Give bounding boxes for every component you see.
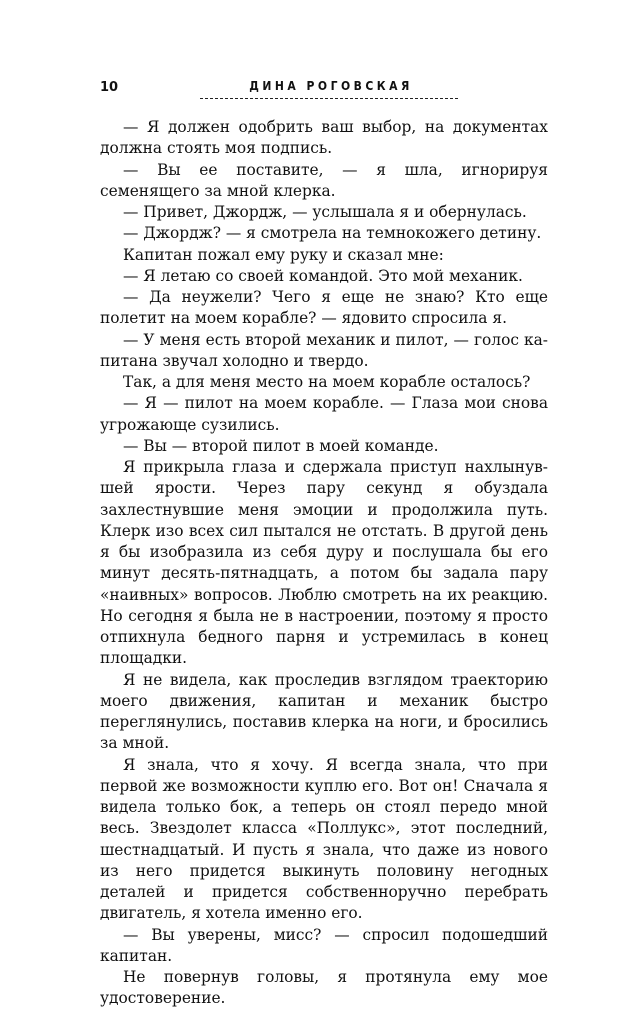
header-dashed-rule [200, 98, 458, 99]
paragraph: — Джордж? — я смотрела на темнокожего детину. [123, 224, 542, 243]
paragraph: Я не видела, как проследив взглядом траекторию моего движения, капитан и механик быстро переглянулись, поставив клерка на ноги, и бросились за мной. [100, 670, 548, 753]
page-number: 10 [100, 80, 119, 95]
paragraph: — У меня есть второй механик и пилот, — голос капитана звучал холодно и твердо. [100, 330, 548, 370]
paragraph: Капитан пожал ему руку и сказал мне: [123, 245, 444, 264]
paragraph: — Я — пилот на моем корабле. — Глаза мои снова угрожающе сузились. [100, 394, 548, 434]
book-text [100, 117, 548, 1010]
paragraph: — Вы ее поставите, — я шла, игнорируя семенящего за мной клерка. [100, 160, 548, 200]
paragraph: — Вы уверены, мисс? — спросил подошедший капитан. [100, 925, 548, 965]
paragraph: — Привет, Джордж, — услышала я и обернулась. [123, 203, 527, 221]
paragraph: — Вы — второй пилот в моей команде. [123, 436, 439, 455]
paragraph: Я знала, что я хочу. Я всегда знала, что при первой же возможности куплю его. Вот он! Сначала я видела только бок, а теперь он стоял передо мной весь. Звездолет класса «Поллукс», этот последний, шестнадцатый. И пусть я знала, что даже из нового из него придется выкинуть половину негодных деталей и придется собственноручно перебрать двигатель, я хотела именно его. [100, 755, 548, 923]
running-head-author: ДИНА РОГОВСКАЯ [249, 79, 413, 93]
paragraph: Я прикрыла глаза и сдержала приступ нахлынувшей ярости. Через пару секунд я обуздала захлестнувшие меня эмоции и продолжила путь. Клерк изо всех сил пытался не отстать. В другой день я бы изобразила из себя дуру и послушала бы его минут десять-пятнадцать, а потом бы задала пару «наивных» вопросов. Люблю смотреть на их реакцию. Но сегодня я была не в настроении, поэтому я просто отпихнула бедного парня и устремилась в конец площадки. [100, 458, 548, 668]
paragraph: Так, а для меня место на моем корабле осталось? [123, 373, 531, 391]
paragraph: — Да неужели? Чего я еще не знаю? Кто еще полетит на моем корабле? — ядовито спросила я. [100, 288, 548, 328]
paragraph: — Я летаю со своей командой. Это мой механик. [123, 266, 523, 285]
paragraph: Не повернув головы, я протянула ему мое удостоверение. [100, 968, 548, 1008]
paragraph: — Я должен одобрить ваш выбор, на документах должна стоять моя подпись. [100, 118, 548, 158]
